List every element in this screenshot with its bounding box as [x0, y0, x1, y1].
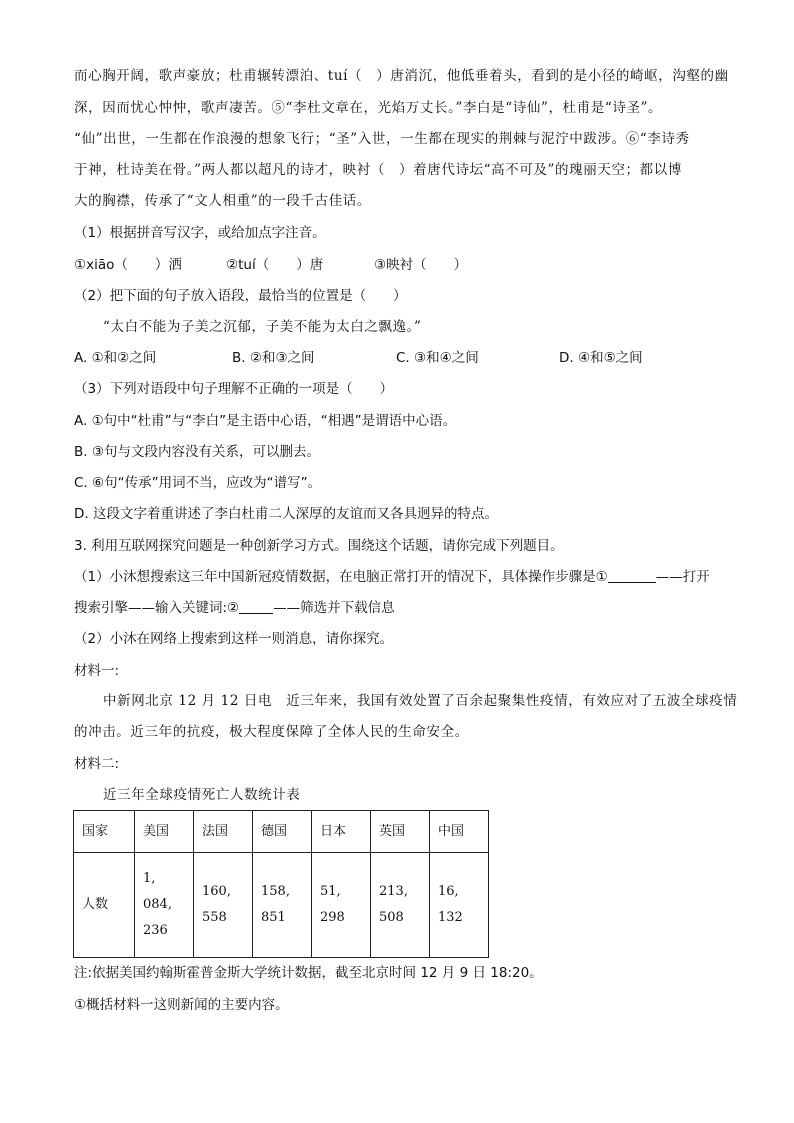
- question-2-sentence: “太白不能为子美之沉郁，子美不能为太白之飘逸。”: [103, 319, 422, 335]
- table-row: [74, 853, 489, 958]
- material-1-line: 中新网北京 12 月 12 日电 近三年来，我国有效处置了百余起聚集性疫情，有效应对了五波全球疫情: [103, 693, 738, 709]
- table-header-row: [74, 811, 489, 853]
- value-part: 298: [320, 910, 345, 925]
- q3-option-b[interactable]: B. ③句与文段内容没有关系，可以删去。: [74, 444, 320, 460]
- value-cell: [312, 853, 371, 958]
- value-part: 084,: [143, 897, 172, 912]
- q2-option-c[interactable]: C. ③和④之间: [396, 350, 479, 366]
- value-cell: [430, 853, 489, 958]
- q2-option-b[interactable]: B. ②和③之间: [232, 350, 315, 366]
- sub1-line2-text: 搜索引擎——输入关键词:②: [74, 600, 240, 616]
- answer-blank-2[interactable]: [239, 599, 273, 614]
- final-question: ①概括材料一这则新闻的主要内容。: [74, 997, 289, 1013]
- sub1-line2-tail: ——筛选并下载信息: [273, 600, 395, 616]
- header-cell: 美国: [135, 811, 194, 853]
- passage-line: 而心胸开阔，歌声豪放；杜甫辗转漂泊、tuí（ ）唐消沉，他低垂着头，看到的是小径的崎岖，沟壑的幽: [74, 68, 729, 84]
- section-3-sub1-line1: [74, 567, 710, 587]
- question-3-prompt: （3）下列对语段中句子理解不正确的一项是（ ）: [74, 381, 394, 397]
- value-part: 1,: [143, 871, 156, 886]
- q1-item: ①xiāo（ ）洒: [74, 257, 182, 273]
- header-cell: 英国: [371, 811, 430, 853]
- value-part: 851: [261, 910, 286, 925]
- q3-option-d[interactable]: D. 这段文字着重讲述了李白杜甫二人深厚的友谊而又各具迥异的特点。: [74, 506, 498, 522]
- value-part: 508: [379, 910, 404, 925]
- passage-line: “仙”出世，一生都在作浪漫的想象飞行；“圣”入世，一生都在现实的荆棘与泥泞中跋涉。⑥“李诗秀: [74, 131, 690, 147]
- passage-line: 大的胸襟，传承了“文人相重”的一段千古佳话。: [74, 193, 372, 209]
- q1-item: ③映衬（ ）: [374, 257, 468, 273]
- section-3-title: 3. 利用互联网探究问题是一种创新学习方式。围绕这个话题，请你完成下列题目。: [74, 538, 564, 554]
- value-part: 213,: [379, 884, 408, 899]
- value-part: 51,: [320, 884, 341, 899]
- header-cell: 中国: [430, 811, 489, 853]
- question-2-prompt: （2）把下面的句子放入语段，最恰当的位置是（ ）: [74, 288, 407, 304]
- value-part: 558: [202, 910, 227, 925]
- value-cell: [135, 853, 194, 958]
- value-part: 132: [438, 910, 463, 925]
- passage-line: 于神，杜诗美在骨。”两人都以超凡的诗才，映衬（ ）着唐代诗坛“高不可及”的瑰丽天空；都以博: [74, 162, 682, 178]
- value-part: 16,: [438, 884, 459, 899]
- row-label: 人数: [74, 853, 135, 958]
- header-cell: 国家: [74, 811, 135, 853]
- sub1-text-tail: ——打开: [655, 569, 710, 585]
- q2-option-a[interactable]: A. ①和②之间: [74, 350, 157, 366]
- answer-blank-1[interactable]: [608, 568, 656, 583]
- material-1-line: 的冲击。近三年的抗疫，极大程度保障了全体人民的生命安全。: [74, 724, 469, 740]
- q3-option-c[interactable]: C. ⑥句“传承”用词不当，应改为“谱写”。: [74, 475, 322, 491]
- value-part: 236: [143, 923, 168, 938]
- section-3-sub1-line2: [74, 598, 395, 618]
- death-statistics-table: [73, 810, 489, 958]
- q2-option-d[interactable]: D. ④和⑤之间: [559, 350, 643, 366]
- value-part: 158,: [261, 884, 290, 899]
- table-title: 近三年全球疫情死亡人数统计表: [103, 787, 301, 803]
- header-cell: 日本: [312, 811, 371, 853]
- material-2-label: 材料二:: [74, 756, 120, 772]
- question-1-prompt: （1）根据拼音写汉字，或给加点字注音。: [74, 225, 326, 241]
- passage-line: 深，因而忧心忡忡，歌声凄苦。⑤“李杜文章在，光焰万丈长。”李白是“诗仙”，杜甫是“诗圣”。: [74, 100, 663, 116]
- value-cell: [194, 853, 253, 958]
- header-cell: 德国: [253, 811, 312, 853]
- value-cell: [371, 853, 430, 958]
- q3-option-a[interactable]: A. ①句中“杜甫”与“李白”是主语中心语，“相遇”是谓语中心语。: [74, 413, 457, 429]
- value-cell: [253, 853, 312, 958]
- section-3-sub2: （2）小沐在网络上搜索到这样一则消息，请你探究。: [74, 631, 394, 647]
- value-part: 160,: [202, 884, 231, 899]
- material-1-label: 材料一:: [74, 663, 120, 679]
- table-note: 注:依据美国约翰斯霍普金斯大学统计数据，截至北京时间 12 月 9 日 18:20。: [74, 965, 543, 981]
- header-cell: 法国: [194, 811, 253, 853]
- q1-item: ②tuí（ ）唐: [226, 257, 324, 273]
- sub1-text: （1）小沐想搜索这三年中国新冠疫情数据，在电脑正常打开的情况下，具体操作步骤是①: [74, 569, 608, 585]
